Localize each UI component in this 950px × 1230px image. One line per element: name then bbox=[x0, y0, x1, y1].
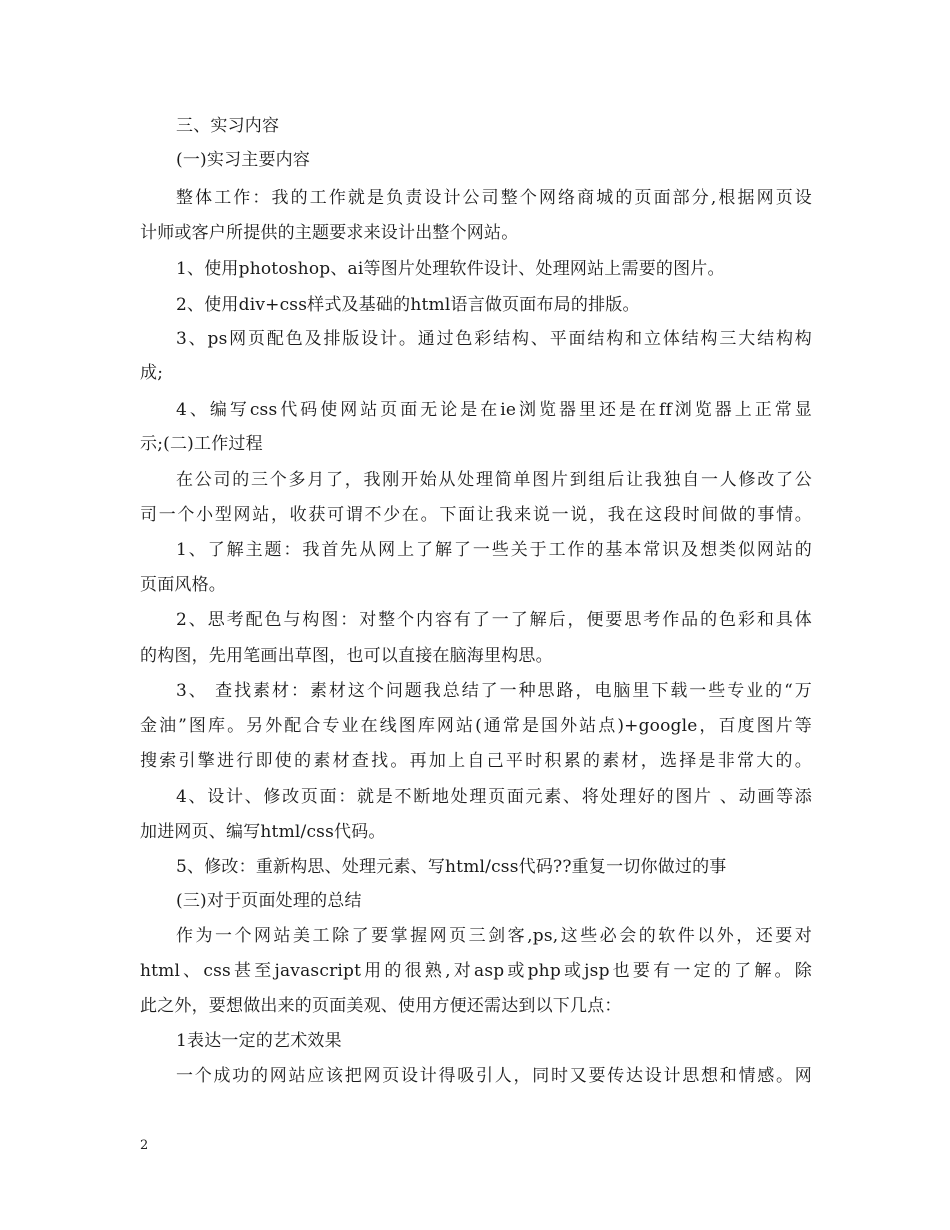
text-line: 整体工作：我的工作就是负责设计公司整个网络商城的页面部分,根据网页设 bbox=[176, 188, 812, 208]
text-line: 示;(二)工作过程 bbox=[140, 434, 263, 454]
text-line: 金油”图库。另外配合专业在线图库网站(通常是国外站点)+google，百度图片等 bbox=[140, 716, 812, 736]
text-line: 在公司的三个多月了，我刚开始从处理简单图片到组后让我独自一人修改了公 bbox=[176, 470, 812, 490]
text-line: 1、了解主题：我首先从网上了解了一些关于工作的基本常识及想类似网站的 bbox=[176, 540, 812, 560]
text-line: 3、ps网页配色及排版设计。通过色彩结构、平面结构和立体结构三大结构构 bbox=[176, 329, 812, 349]
text-line: 计师或客户所提供的主题要求来设计出整个网站。 bbox=[140, 223, 519, 243]
text-line: 2、使用div+css样式及基础的html语言做页面布局的排版。 bbox=[176, 295, 640, 315]
page-number: 2 bbox=[140, 1138, 149, 1153]
text-line: 司一个小型网站，收获可谓不少在。下面让我来说一说，我在这段时间做的事情。 bbox=[140, 505, 812, 525]
text-line: 2、思考配色与构图：对整个内容有了一了解后，便要思考作品的色彩和具体 bbox=[176, 610, 812, 630]
text-line: 4、设计、修改页面：就是不断地处理页面元素、将处理好的图片 、动画等添 bbox=[176, 787, 812, 807]
text-line: 此之外，要想做出来的页面美观、使用方便还需达到以下几点： bbox=[140, 996, 622, 1016]
text-line: 5、修改：重新构思、处理元素、写html/css代码??重复一切你做过的事 bbox=[176, 857, 727, 877]
text-line: 三、实习内容 bbox=[176, 116, 280, 136]
text-line: 作为一个网站美工除了要掌握网页三剑客,ps,这些必会的软件以外，还要对 bbox=[176, 926, 812, 946]
text-line: 的构图，先用笔画出草图，也可以直接在脑海里构思。 bbox=[140, 646, 553, 666]
text-line: 4、编写css代码使网站页面无论是在ie浏览器里还是在ff浏览器上正常显 bbox=[176, 400, 812, 420]
text-line: 1表达一定的艺术效果 bbox=[176, 1031, 342, 1051]
text-line: 加进网页、编写html/css代码。 bbox=[140, 822, 386, 842]
text-line: 一个成功的网站应该把网页设计得吸引人，同时又要传达设计思想和情感。网 bbox=[176, 1066, 812, 1086]
text-line: (三)对于页面处理的总结 bbox=[176, 891, 362, 911]
text-line: 1、使用photoshop、ai等图片处理软件设计、处理网站上需要的图片。 bbox=[176, 259, 725, 279]
text-line: html、css甚至javascript用的很熟,对asp或php或jsp也要有一定的了解。除 bbox=[140, 961, 812, 981]
text-line: 3、 查找素材：素材这个问题我总结了一种思路，电脑里下载一些专业的“万 bbox=[176, 681, 812, 701]
text-line: 页面风格。 bbox=[140, 575, 226, 595]
text-line: 搜索引擎进行即使的素材查找。再加上自己平时积累的素材，选择是非常大的。 bbox=[140, 751, 812, 771]
text-line: (一)实习主要内容 bbox=[176, 150, 311, 170]
text-line: 成; bbox=[140, 363, 164, 383]
